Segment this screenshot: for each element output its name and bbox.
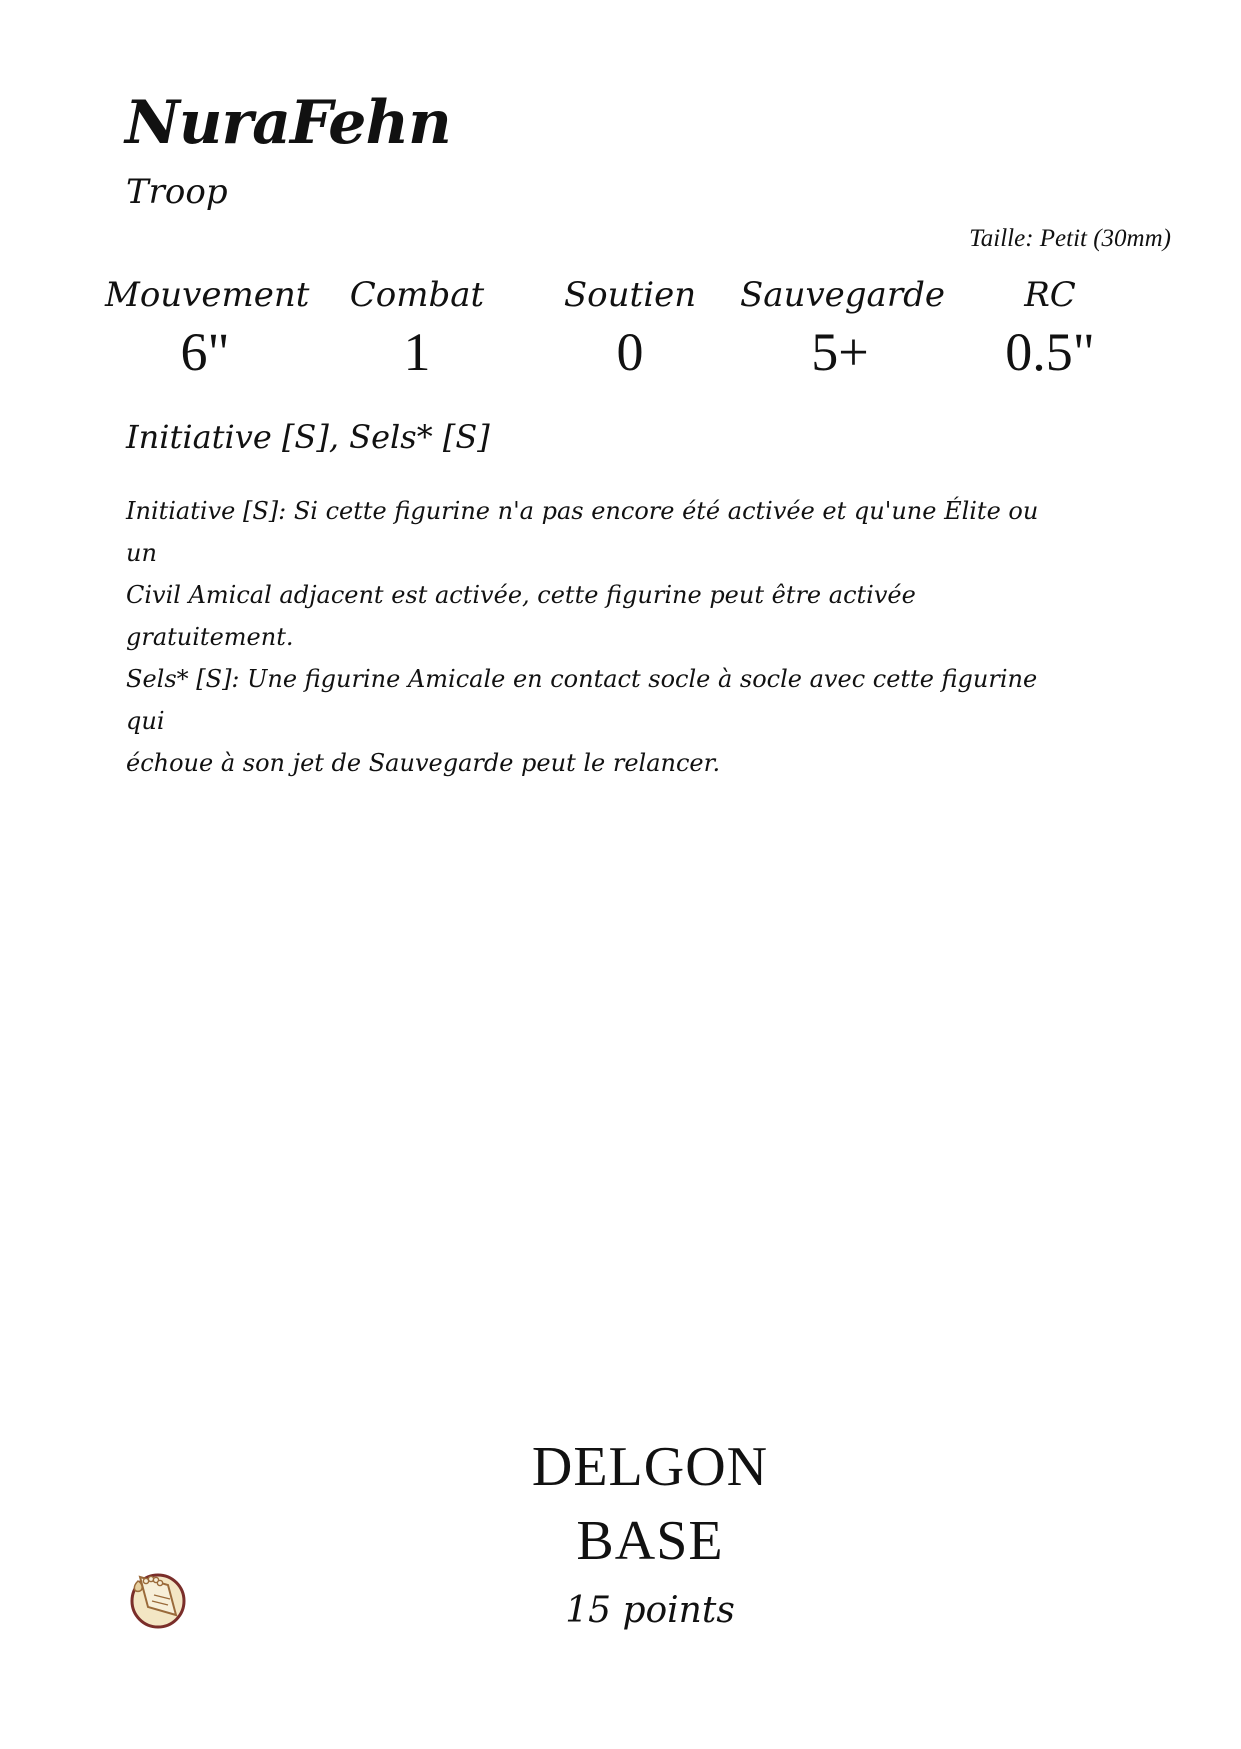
- stat-name: Combat: [349, 275, 485, 315]
- stat-value: 0.5": [1005, 322, 1095, 382]
- unit-type: Troop: [126, 172, 228, 212]
- points-cost: 15 points: [565, 1590, 735, 1631]
- stat-name: Soutien: [563, 275, 697, 315]
- ability-summary: Initiative [S], Sels* [S]: [126, 418, 490, 456]
- stat-soutien: [530, 275, 730, 383]
- faction-name: DELGON: [531, 1436, 769, 1498]
- stat-value: 6": [180, 322, 230, 382]
- stat-name: Sauvegarde: [740, 275, 945, 315]
- stat-name: RC: [1024, 275, 1076, 315]
- hand-scroll-emblem-icon: [124, 1565, 190, 1631]
- ability-line: Sels* [S]: Une figurine Amicale en contact socle à socle avec cette figurine qui: [126, 665, 1038, 735]
- list-name: BASE: [576, 1510, 724, 1572]
- ability-line: échoue à son jet de Sauvegarde peut le relancer.: [126, 749, 721, 777]
- faction-block: [450, 1430, 850, 1578]
- ability-description: [126, 490, 1056, 784]
- stat-mouvement: [105, 275, 310, 383]
- stat-rc: [950, 275, 1150, 383]
- stat-combat: [317, 275, 517, 383]
- stat-value: 1: [403, 322, 431, 382]
- stat-sauvegarde: [740, 275, 945, 383]
- unit-size: Taille: Petit (30mm): [969, 225, 1171, 252]
- ability-line: Civil Amical adjacent est activée, cette figurine peut être activée gratuitement.: [126, 581, 916, 651]
- stat-block: [105, 275, 1135, 395]
- stat-name: Mouvement: [105, 275, 310, 315]
- unit-name: NuraFehn: [125, 88, 451, 158]
- stat-value: 0: [616, 322, 644, 382]
- ability-line: Initiative [S]: Si cette figurine n'a pas encore été activée et qu'une Élite ou un: [126, 497, 1039, 567]
- stat-value: 5+: [811, 322, 869, 382]
